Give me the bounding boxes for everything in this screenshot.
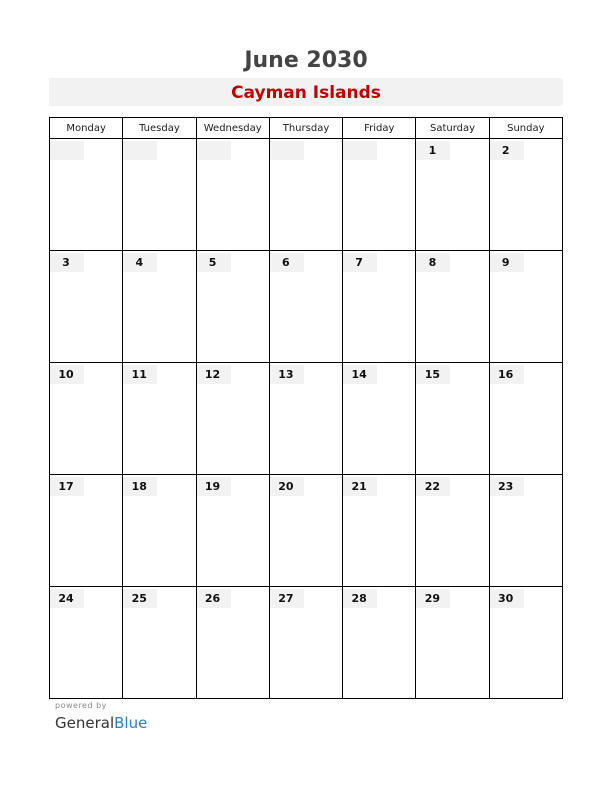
day-cell[interactable] bbox=[50, 587, 123, 699]
day-number bbox=[50, 141, 84, 160]
day-cell[interactable] bbox=[269, 363, 342, 475]
day-cell[interactable] bbox=[416, 139, 489, 251]
day-cell[interactable] bbox=[343, 139, 416, 251]
day-number: 14 bbox=[343, 365, 377, 384]
footer-branding bbox=[55, 700, 255, 733]
day-number: 28 bbox=[343, 589, 377, 608]
day-number: 27 bbox=[270, 589, 304, 608]
day-number: 26 bbox=[197, 589, 231, 608]
weekday-header: Monday bbox=[50, 118, 123, 139]
day-number: 29 bbox=[416, 589, 450, 608]
country-banner bbox=[49, 78, 563, 106]
week-row bbox=[50, 139, 563, 251]
day-cell[interactable] bbox=[50, 139, 123, 251]
day-number: 24 bbox=[50, 589, 84, 608]
day-number: 2 bbox=[490, 141, 524, 160]
day-number: 23 bbox=[490, 477, 524, 496]
day-number: 11 bbox=[123, 365, 157, 384]
day-number: 1 bbox=[416, 141, 450, 160]
weekday-header: Wednesday bbox=[196, 118, 269, 139]
day-cell[interactable] bbox=[269, 475, 342, 587]
day-cell[interactable] bbox=[123, 139, 196, 251]
day-number: 18 bbox=[123, 477, 157, 496]
day-cell[interactable] bbox=[123, 363, 196, 475]
day-cell[interactable] bbox=[196, 363, 269, 475]
day-cell[interactable] bbox=[196, 475, 269, 587]
calendar-title: June 2030 bbox=[244, 48, 368, 73]
day-number: 9 bbox=[490, 253, 524, 272]
day-cell[interactable] bbox=[269, 251, 342, 363]
week-row bbox=[50, 251, 563, 363]
day-cell[interactable] bbox=[123, 251, 196, 363]
powered-by-label: powered by bbox=[55, 701, 107, 710]
day-number: 10 bbox=[50, 365, 84, 384]
brand-logo[interactable] bbox=[55, 713, 255, 733]
day-number: 8 bbox=[416, 253, 450, 272]
day-cell[interactable] bbox=[489, 363, 562, 475]
day-cell[interactable] bbox=[416, 475, 489, 587]
weekday-header-row bbox=[50, 118, 563, 139]
day-number: 20 bbox=[270, 477, 304, 496]
day-number: 4 bbox=[123, 253, 157, 272]
day-number: 12 bbox=[197, 365, 231, 384]
day-cell[interactable] bbox=[489, 587, 562, 699]
day-number: 6 bbox=[270, 253, 304, 272]
day-cell[interactable] bbox=[489, 475, 562, 587]
day-number bbox=[197, 141, 231, 160]
day-number: 15 bbox=[416, 365, 450, 384]
day-cell[interactable] bbox=[123, 587, 196, 699]
day-cell[interactable] bbox=[50, 251, 123, 363]
month-grid bbox=[49, 117, 563, 699]
weekday-header: Sunday bbox=[489, 118, 562, 139]
weekday-header: Thursday bbox=[269, 118, 342, 139]
day-cell[interactable] bbox=[489, 251, 562, 363]
day-number: 30 bbox=[490, 589, 524, 608]
day-number: 3 bbox=[50, 253, 84, 272]
day-cell[interactable] bbox=[343, 363, 416, 475]
day-cell[interactable] bbox=[416, 251, 489, 363]
week-row bbox=[50, 363, 563, 475]
day-cell[interactable] bbox=[416, 587, 489, 699]
day-number: 16 bbox=[490, 365, 524, 384]
day-number bbox=[270, 141, 304, 160]
weekday-header: Saturday bbox=[416, 118, 489, 139]
day-cell[interactable] bbox=[50, 475, 123, 587]
day-number: 7 bbox=[343, 253, 377, 272]
week-row bbox=[50, 475, 563, 587]
day-cell[interactable] bbox=[269, 587, 342, 699]
country-name: Cayman Islands bbox=[231, 83, 381, 103]
day-cell[interactable] bbox=[343, 251, 416, 363]
day-number: 19 bbox=[197, 477, 231, 496]
day-number: 13 bbox=[270, 365, 304, 384]
day-number bbox=[343, 141, 377, 160]
day-cell[interactable] bbox=[269, 139, 342, 251]
day-number: 17 bbox=[50, 477, 84, 496]
day-cell[interactable] bbox=[416, 363, 489, 475]
day-number bbox=[123, 141, 157, 160]
weekday-header: Tuesday bbox=[123, 118, 196, 139]
day-number: 25 bbox=[123, 589, 157, 608]
day-cell[interactable] bbox=[196, 587, 269, 699]
day-cell[interactable] bbox=[196, 251, 269, 363]
brand-name-general: General bbox=[55, 714, 115, 732]
day-cell[interactable] bbox=[343, 475, 416, 587]
day-cell[interactable] bbox=[343, 587, 416, 699]
day-cell[interactable] bbox=[123, 475, 196, 587]
brand-name-blue: Blue bbox=[114, 714, 148, 732]
day-cell[interactable] bbox=[489, 139, 562, 251]
day-number: 22 bbox=[416, 477, 450, 496]
week-row bbox=[50, 587, 563, 699]
day-cell[interactable] bbox=[196, 139, 269, 251]
day-number: 21 bbox=[343, 477, 377, 496]
day-number: 5 bbox=[197, 253, 231, 272]
day-cell[interactable] bbox=[50, 363, 123, 475]
weekday-header: Friday bbox=[343, 118, 416, 139]
